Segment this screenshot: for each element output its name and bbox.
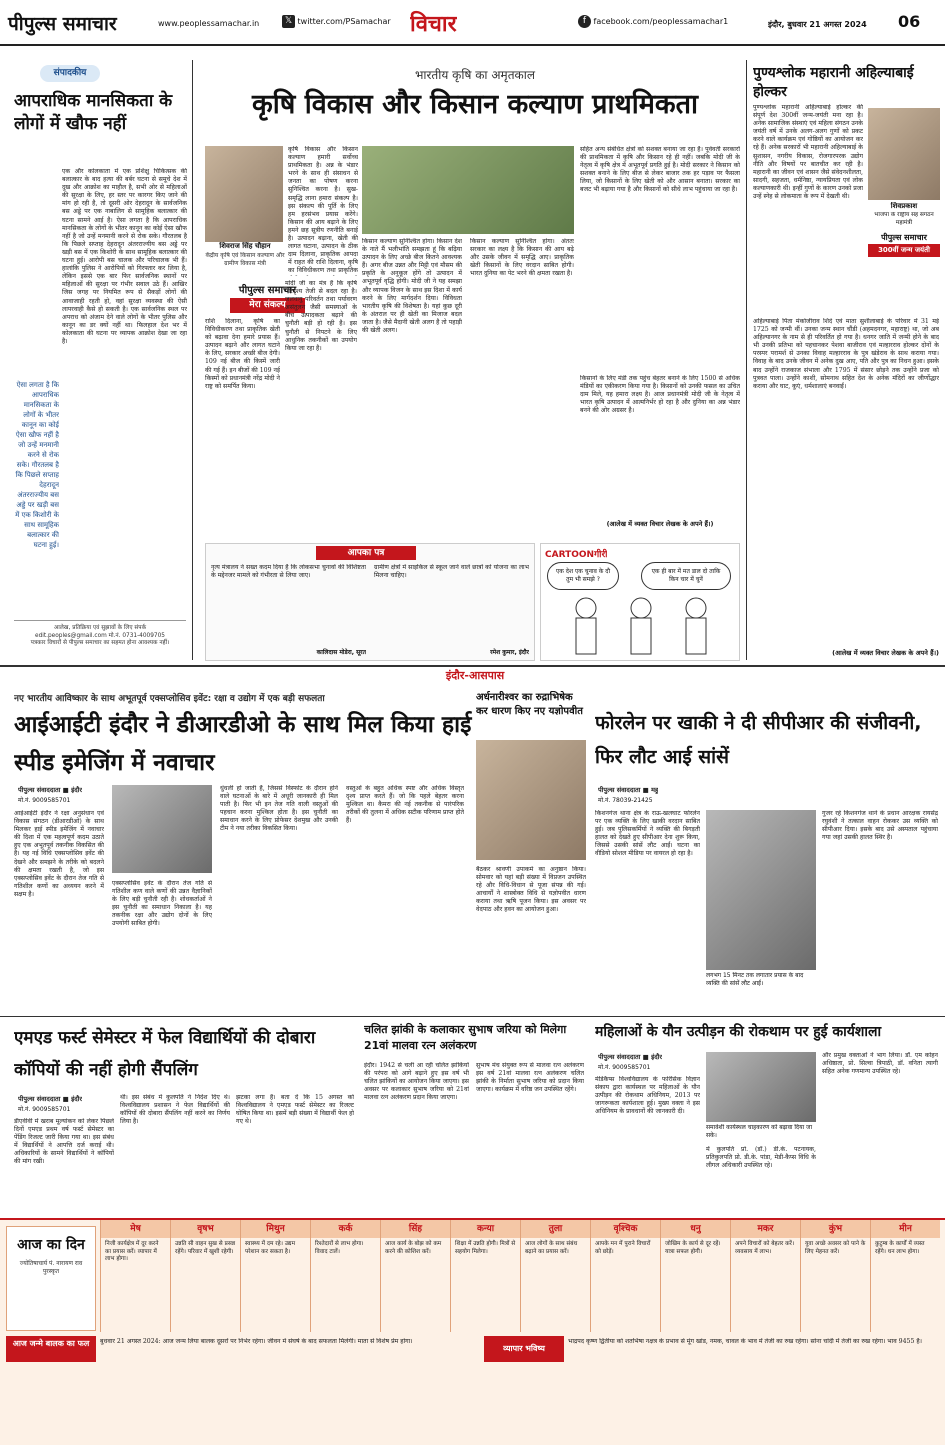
women-photo <box>706 1052 816 1122</box>
ahilya-body2: अहिल्याबाई पिता मंकोजीराव शिंदे एवं माता सुशीलाबाई के परिवार में 31 मई 1725 को जन्मी थीं। उनका जन्म स्थान चौंडी (अहमदनगर, महाराष्ट्र) था, जो अब अहिल्यानगर के नाम से ही परिवर्तित हो गया है। धनगर जाति में जन्मी होने के बाद भी उनकी प्रतिभा को पहचानकर पेशवा बाजीराव एवं मल्हारराव होल्कर दोनों के परस्पर परामर्श से उनका विवाह मल्हारराव के पुत्र खंडेराव के साथ कराया गया। विवाह के बाद उनके जीवन में अनेक दुख आए, पति और पुत्र का निधन हुआ। इसके बाद उन्होंने राजकाज संभाला और 1795 में संसार छोड़ने तक उन्होंने प्रजा को पुत्रवत पाला। उन्होंने काशी, सोमनाथ सहित देश के अनेक मंदिरों का जीर्णोद्धार कराया और घाट, कुएं, धर्मशालाएं बनवाईं। <box>753 318 939 390</box>
zodiac-card <box>660 1220 730 1332</box>
zodiac-name: कर्क <box>311 1220 380 1238</box>
lead-brand: पीपुल्स समाचार <box>238 285 297 296</box>
cartoon-bubble-1: एक देश एक चुनाव के दौ तुम भी समझे ? <box>547 562 619 590</box>
zodiac-card <box>730 1220 800 1332</box>
author-role: केंद्रीय कृषि एवं किसान कल्याण और ग्रामीण विकास मंत्री <box>205 252 285 267</box>
zodiac-card <box>100 1220 170 1332</box>
letter-2: ग्रामीण क्षेत्रों में साइकिल से स्कूल जाने वाले छात्रों को योजना का लाभ मिलना चाहिए। <box>374 564 529 580</box>
forlane-headline: फोरलेन पर खाकी ने दी सीपीआर की संजीवनी, फिर लौट आई सांसें <box>595 712 922 768</box>
zodiac-name: तुला <box>521 1220 590 1238</box>
farm-photo <box>362 146 574 234</box>
author-photo <box>205 146 283 242</box>
women-byline: पीपुल्स संवाददाता ■ इंदौर <box>598 1053 663 1061</box>
lead-col5: मोदी जी का मंत्र है कि कृषि परिदृश्य तेजी से बदल रहा है। जलवायु परिवर्तन तथा पर्यावरण असंतुलन जैसी समस्याओं के बीच उत्पादकता बढ़ाने की चुनौती बड़ी हो रही है। इस चुनौती से निपटने के लिए आधुनिक तकनीकों का उपयोग किया जा रहा है। <box>285 280 357 352</box>
business-title: व्यापार भविष्य <box>484 1336 564 1362</box>
zodiac-name: सिंह <box>381 1220 450 1238</box>
zodiac-card <box>800 1220 870 1332</box>
forlane-body2: गुजर रहे किशनगंज थाने के प्रधान आरक्षक रायसेंद्र रघुवंशी ने तत्काल वाहन रोककर उस व्यक्ति को सीपीआर दिया। इसके बाद उसे अस्पताल पहुंचाया गया जहां उसकी हालत स्थिर है। <box>822 810 938 842</box>
ahilya-tag: 300वीं जन्म जयंती <box>868 244 940 257</box>
zodiac-name: मिथुन <box>241 1220 310 1238</box>
ahilya-author-photo <box>868 108 940 200</box>
letters-box <box>205 543 535 661</box>
letters-title: आपका पत्र <box>316 546 416 560</box>
editorial-body: एक और कोलकाता में एक प्रशिक्षु चिकित्सक की बलात्कार के बाद हत्या की बर्बर घटना से समूचे देश में दुख और आक्रोश का माहौल है, सभी ओर से महिलाओं की सुरक्षा के लिए, हर स्तर पर कारगर किए जाने की मांग हो रही है, तो दूसरी ओर देहरादून के सार्वजनिक बस अड्डे पर एक नाबालिग से सामूहिक बलात्कार की घटना सामने आई है। ऐसा लगता है कि आपराधिक मानसिकता के लोगों के भीतर कानून का कोई ऐसा खौफ नहीं है जो उन्हें मनमानी करने से रोक सके। गौरतलब है कि पिछले सप्ताह देहरादून अंतरराज्यीय बस अड्डे पर खड़ी बस में एक किशोरी के साथ सामूहिक बलात्कार की घटना हुई। आरोपी बस चालक और परिचालक भी हैं। हालांकि पुलिस ने आरोपियों को गिरफ्तार कर लिया है, लेकिन इससे एक बार फिर सार्वजनिक स्थानों पर महिलाओं की सुरक्षा पर गंभीर सवाल उठे हैं। आखिर जिस जगह पर नियमित रूप से सैकड़ों लोगों की आवाजाही रहती हो, वहां सुरक्षा व्यवस्था की ऐसी लापरवाही कैसे हो सकती है। एक सार्वजनिक स्थल पर अपराध को अंजाम देने वाले लोगों के भीतर पुलिस और कानून का डर क्यों नहीं था। फिलहाल देश भर में कोलकाता की घटना पर व्यापक आक्रोश देखा जा रहा है। <box>62 168 187 345</box>
cartoon-panel <box>540 543 740 661</box>
zodiac-card <box>380 1220 450 1332</box>
born-text: बुधवार 21 अगस्त 2024: आज जन्म लिया बालक दूसरों पर निर्भर रहेगा। जीवन में संघर्ष के बाद सफलता मिलेगी। माता से विशेष प्रेम होगा। <box>100 1338 413 1345</box>
cartoon-illustration <box>551 594 731 658</box>
section-label: इंदौर-आसपास <box>445 669 505 682</box>
iit-body3: धुंधली हो जाती हैं, जिससे विस्फोट के दौरान होने वाले घटनाओं के बारे में अधूरी जानकारी ही मिल पाती है। फिर भी इन तेज गति वाली वस्तुओं की पहचान करना मुश्किल होता है। इस चुनौती का समाधान करने के लिए प्रोफेसर देशमुख और उनकी टीम ने नया तरीका विकसित किया। <box>220 785 338 833</box>
zodiac-text: उन्नति सी वाहन सुख से प्रसन्न रहेंगे। परिवार में खुशी रहेगी। <box>175 1241 236 1255</box>
zodiac-text: जोखिम के कार्य से दूर रहें। यात्रा सफल होगी। <box>665 1241 721 1255</box>
med-body3: झटका लगा है। बता दें कि 15 अगस्त को विश्वविद्यालय ने एमएड फर्स्ट सेमेस्टर का रिजल्ट घोषित किया था। इसमें बड़ी संख्या में विद्यार्थी फेल हो गए थे। <box>236 1094 354 1126</box>
ahilya-headline: पुण्यश्लोक महारानी अहिल्याबाई होल्कर <box>753 65 914 100</box>
page-number: 06 <box>898 12 921 31</box>
editorial-pullquote: ऐसा लगता है कि आपराधिक मानसिकता के लोगों के भीतर कानून का कोई ऐसा खौफ नहीं है जो उन्हें मनमानी करने से रोक सके। गौरतलब है कि पिछले सप्ताह देहरादून अंतरराज्यीय बस अड्डे पर खड़ी बस में एक किशोरी के साथ सामूहिक बलात्कार की घटना हुई। <box>15 381 59 549</box>
zodiac-text: स्वास्थ्य में दम रहे। उद्यम परेशान कर सकता है। <box>245 1241 296 1255</box>
iit-headline: आईआईटी इंदौर ने डीआरडीओ के साथ मिल किया हाई स्पीड इमेजिंग में नवाचार <box>14 712 472 776</box>
med-body2: थी। इस संबंध में कुलपति ने निर्देश दिए थे। विश्वविद्यालय प्रशासन ने फेल विद्यार्थियों की कॉपियों की दोबारा सैंपलिंग नहीं करने का निर्णय लिया है। <box>120 1094 230 1126</box>
women-headline: महिलाओं के यौन उत्पीड़न की रोकथाम पर हुई कार्यशाला <box>595 1024 882 1040</box>
lead-col2: किसान कल्याण सुनिश्चित होगा। किसान देश के नाते मैं भलीभांति समझता हूं कि बढ़िया उत्पादन के लिए अच्छे बीज कितने आवश्यक हैं। अगर बीज उन्नत और मिट्टी एवं मौसम की प्रकृति के अनुकूल होंगे तो उत्पादन में अभूतपूर्व वृद्धि होगी। मोदी जी ने यह समझा और व्यापक विजन के साथ इस दिशा में कार्य करने के लिए मार्गदर्शन दिया। विविधता भारतीय कृषि की विशेषता है। यहां कुछ दूरी के अंतराल पर ही खेती का मिजाज बदल जाता है। जैसे मैदानी खेती अलग है तो पहाड़ी की खेती अलग। <box>362 238 462 335</box>
cartoon-bubble-2: एक ही बार में मत डाल दो ताकि किन चार में चुनें <box>641 562 731 590</box>
editorial-label: संपादकीय <box>40 65 100 82</box>
facebook-link[interactable]: f facebook.com/peoplessamachar1 <box>578 15 728 28</box>
ahilya-note: (आलेख में व्यक्त विचार लेखक के अपने हैं।) <box>832 649 939 657</box>
jhanki-body: इंदौर। 1942 से चली आ रही चलित झांकियों की परंपरा को आगे बढ़ाने हुए इस वर्ष भी चलित झांकियों का आयोजन किया जाएगा। इस अवसर पर कलाकार सुभाष जरिया को 21वां मालवा रत्न अलंकरण प्रदान किया जाएगा। <box>364 1062 469 1102</box>
lead-col4: राशि दिलाना, कृषि का विविधीकरण तथा प्राकृतिक खेती को बढ़ावा देना हमारे प्रयास हैं। उत्पादन बढ़ाने और लागत घटाने के लिए, सरकार अच्छी बीज देगी। 109 नई बीज की किस्में जारी की गई हैं। इन बीजों की 109 नई किस्मों को प्रधानमंत्री नरेंद्र मोदी ने राष्ट्र को समर्पित किया। <box>205 318 280 390</box>
forlane-caption: लगभग 15 मिनट तक लगातार प्रयास के बाद व्यक्ति की सांसें लौट आईं। <box>706 972 804 987</box>
lead-headline: कृषि विकास और किसान कल्याण प्राथमिकता <box>251 89 699 120</box>
twitter-link[interactable]: 𝕏 twitter.com/PSamachar <box>282 15 391 28</box>
iit-body2: एक्सप्लोसिव इवेंट के दौरान तेज गति से गतिशील कण वाले कणों की उन्नत वैज्ञानिकों के लिए बड़ी चुनौती रही है। शोधकर्ताओं ने इस चुनौती का समाधान निकाला है। यह तकनीक रक्षा और उद्योग दोनों के लिए उपयोगी साबित होगी। <box>112 880 212 928</box>
lead-col6: किसान कल्याण सुनिश्चित होगा। अंततः सरकार का लक्ष्य है कि किसान की आय बढ़े और उसके जीवन में समृद्धि आए। प्राकृतिक खेती किसानों के लिए वरदान साबित होगी। भारत दुनिया का पेट भरने की क्षमता रखता है। <box>470 238 574 278</box>
footer-contact-email[interactable]: edit.peoples@gmail.com मो.नं. 0731-4009705 <box>35 632 165 639</box>
zodiac-text: कुटुम्ब के कार्यों में व्यस्त रहेंगे। धन लाभ होगा। <box>875 1241 925 1255</box>
horoscope-title-box <box>6 1226 96 1331</box>
zodiac-card <box>240 1220 310 1332</box>
iit-photo <box>112 785 212 873</box>
editorial-headline: आपराधिक मानसिकता के लोगों में खौफ नहीं <box>14 91 173 134</box>
jhanki-body2: सुभाष मंच संयुक्त रूप से मालवा रत्न अलंकरण इस वर्ष 21वां मालवा रत्न अलंकरण चलित झांकी के निर्माता सुभाष जरिया को प्रदान किया जाएगा। कार्यक्रम में वरिष्ठ जन उपस्थित रहेंगे। <box>476 1062 584 1094</box>
letter-1-sign: कालिदास मोडेरा, सूरत <box>316 649 366 656</box>
footer-disclaimer: पत्रकार विचारों से पीपुल्स समाचार का सहमत होना आवश्यक नहीं। <box>30 640 170 646</box>
rudra-headline: अर्धनारीश्वर का रुद्राभिषेक कर धारण किए नए यज्ञोपवीत <box>476 692 583 717</box>
dateline: इंदौर, बुधवार 21 अगस्त 2024 <box>768 20 867 29</box>
zodiac-card <box>870 1220 940 1332</box>
zodiac-name: धनु <box>661 1220 730 1238</box>
zodiac-text: निजी कार्यक्षेत्र में दूर करने का प्रयास करें। व्यापार में लाभ होगा। <box>105 1241 159 1263</box>
lead-kicker: भारतीय कृषि का अमृतकाल <box>414 68 536 82</box>
ahilya-author-role: भाजपा के राष्ट्रीय सह संगठन महामंत्री <box>874 212 934 226</box>
iit-body: आईआईटी इंदौर ने रक्षा अनुसंधान एवं विकास संगठन (डीआरडीओ) के साथ मिलकर हाई स्पीड इमेजिंग में नवाचार की दिशा में एक महत्वपूर्ण कदम उठाते हुए एक अभूतपूर्व तकनीक विकसित की है। यह नई विधि एक्सप्लोसिव इवेंट की देखने और समझने के तरीके को बदलने की क्षमता रखती है, जो इस एक्सप्लोसिव इवेंट के दौरान तेज गति से गतिशील कणों का अध्ययन करने में सक्षम है। <box>14 810 104 898</box>
editorial-footer <box>14 620 186 658</box>
letter-1: नृत्य मंत्रालय ने सख्त कदम दिया है कि लोकसभा चुनावों की विशिष्टता के मद्देनजर मामले को गंभीरता से लिया जाए। <box>211 564 366 580</box>
lead-note: (आलेख में व्यक्त विचार लेखक के अपने हैं।) <box>606 520 714 528</box>
forlane-byline: पीपुल्स संवाददाता ■ महू <box>598 786 659 794</box>
footer-contact-label: आलेख, प्रतिक्रिया एवं सुझावों के लिए संपर्क <box>53 625 147 631</box>
masthead <box>0 0 945 46</box>
med-mobile: मो.नं. 9009585701 <box>18 1106 71 1113</box>
women-caption: समावेशी कार्यस्थल चाहकारण को बढ़ावा दिया जा सके। <box>706 1124 813 1139</box>
med-body: डीएवीवी में खराब मूल्यांकन को लेकर पिछले दिनों एमएड प्रथम वर्ष फर्स्ट सेमेस्टर का पेंडिंग रिजल्ट जारी किया गया था। इस संबंध में विद्यार्थियों ने आपत्ति दर्ज कराई थी। अधिकारियों के सामने विद्यार्थियों ने कॉपियों की मांग रखी। <box>14 1118 114 1166</box>
zodiac-name: वृषभ <box>171 1220 240 1238</box>
author-name: शिवराज सिंह चौहान <box>219 242 271 250</box>
iit-body4: वस्तुओं के बहुत अधिक स्पष्ट और अधिक विस्तृत दृश्य प्राप्त करते हैं। जो कि पहले बेहतर करना मुश्किल था। कैमरा की नई तकनीक से पारंपरिक तरीकों की तुलना में अधिक सटीक परिणाम प्राप्त होते हैं। <box>346 785 464 825</box>
horoscope-astrologer: ज्योतिषाचार्य पं. नारायण राव पुरस्कृत <box>19 1260 83 1275</box>
ahilya-author: शिवप्रकाश <box>890 202 918 210</box>
iit-byline: पीपुल्स संवाददाता ■ इंदौर <box>18 786 83 794</box>
row-rule <box>0 1016 945 1017</box>
column-divider <box>192 60 193 660</box>
women-body2: में कुलपति प्रो. (डॉ.) डी.के. पटनायक, प्रतिकुलपति प्रो. डी.के. पांडा, मेडी-कैप्स विधि के लीगल अधिकारी उपस्थित रहे। <box>706 1146 816 1170</box>
letter-2-sign: रमेश कुमार, इंदौर <box>490 649 529 656</box>
forlane-photo <box>706 810 816 970</box>
rudra-photo <box>476 740 586 860</box>
zodiac-text: युवा अच्छे अवसर को पाने के लिए मेहनत करें। <box>805 1241 866 1255</box>
zodiac-card <box>450 1220 520 1332</box>
section-rule <box>0 665 945 667</box>
lead-col1: कृषि विकास और किसान कल्याण हमारी सर्वोच्च प्राथमिकता है। अन्न के भंडार भरने के साथ ही संसाधन से जनता का पोषण करना सुनिश्चित करना है। सुख-समृद्धि लाना हमारा संकल्प है। इस संकल्प की पूर्ति के लिए हम हरसंभव प्रयास करेंगे। किसान की आय बढ़ाने के लिए हमने छह सूत्रीय रणनीति बनाई है। उत्पादन बढ़ाना, खेती की लागत घटाना, उत्पादन के ठीक दाम दिलाना, प्राकृतिक आपदा में राहत की राशि दिलाना, कृषि का विविधीकरण तथा प्राकृतिक <box>288 146 358 275</box>
women-body: मेडिकैप्स विश्वविद्यालय के फोरेंसिक विज्ञान संकाय द्वारा कार्यस्थल पर महिलाओं के यौन उत्पीड़न की रोकथाम अधिनियम, 2013 पर जागरूकता कार्यशाला हुई। मुख्य वक्ता ने इस अधिनियम के प्रावधानों की जानकारी दी। <box>595 1076 700 1116</box>
med-byline: पीपुल्स संवाददाता ■ इंदौर <box>18 1095 83 1103</box>
zodiac-name: मीन <box>871 1220 940 1238</box>
horoscope-title: आज का दिन <box>17 1237 85 1253</box>
zodiac-name: वृश्चिक <box>591 1220 660 1238</box>
x-icon: 𝕏 <box>282 15 295 28</box>
zodiac-card <box>590 1220 660 1332</box>
women-body3: और प्रमुख वक्ताओं ने भाग लिया। डॉ. एम कोहन अधिष्ठाता, प्रो. सिल्वा त्रिपाठी, डॉ. वनिता त्यागी सहित अनेक गणमान्य उपस्थित रहे। <box>822 1052 938 1076</box>
forlane-mobile: मो.नं. 78039-21425 <box>598 797 653 804</box>
med-headline: एमएड फर्स्ट सेमेस्टर में फेल विद्यार्थियों की दोबारा कॉपियों की नहीं होगी सैंपलिंग <box>14 1028 316 1080</box>
zodiac-text: आज कार्य के बोझ को कम करने की कोशिश करें। <box>385 1241 442 1255</box>
women-mobile: मो.नं. 9009585701 <box>598 1064 651 1071</box>
iit-kicker: नए भारतीय आविष्कार के साथ अभूतपूर्व एक्सप्लोसिव इवेंट: रक्षा व उद्योग में एक बड़ी सफलता <box>14 694 325 704</box>
zodiac-text: आपके मन में पुराने विचारों को छोड़ें। <box>595 1241 651 1255</box>
cartoon-title: CARTOONगीरी <box>545 550 608 560</box>
lead-col7: किसानों के लिए मंडी तक पहुंच बेहतर बनाने के लिए 1500 से अधिक मंडियों का एकीकरण किया गया है। किसानों को उनकी फसल का उचित दाम मिले, यह हमारा लक्ष्य है। आज प्रधानमंत्री मोदी जी के नेतृत्व में भारत कृषि उत्पादन में आत्मनिर्भर हो रहा है और दुनिया का अन्न भंडार बनने की ओर अग्रसर है। <box>580 375 740 415</box>
born-title: आज जन्मे बालक का फल <box>6 1336 96 1362</box>
rudra-body: बैठकर श्रावणी उपाकर्म का अनुष्ठान किया। सोमवार को यहां बड़ी संख्या में विप्रजन उपस्थित रहे और विधि-विधान से पूजा संपन्न की गई। आचार्यों ने शास्त्रोक्त विधि से यज्ञोपवीत धारण कराया तथा ऋषि पूजन किया। इस अवसर पर वेदपाठ और हवन का आयोजन हुआ। <box>476 866 586 914</box>
zodiac-card <box>170 1220 240 1332</box>
zodiac-card <box>520 1220 590 1332</box>
horoscope-section <box>0 1218 945 1445</box>
jhanki-headline: चलित झांकी के कलाकार सुभाष जरिया को मिलेगा 21वां मालवा रत्न अलंकरण <box>364 1023 567 1052</box>
lead-tag: मेरा संकल्प <box>230 298 305 313</box>
iit-mobile: मो.नं. 9009585701 <box>18 797 71 804</box>
zodiac-text: शिक्षा में उन्नति होगी। मित्रों से सहयोग मिलेगा। <box>455 1241 516 1255</box>
column-divider-right <box>746 60 747 660</box>
zodiac-text: रिश्तेदारों से लाभ होगा। विवाद टालें। <box>315 1241 364 1255</box>
zodiac-card <box>310 1220 380 1332</box>
zodiac-name: कुंभ <box>801 1220 870 1238</box>
zodiac-name: कन्या <box>451 1220 520 1238</box>
lead-col3: सहित अन्य संबंधित क्षेत्रों को सशक्त बनाया जा रहा है। पूर्ववर्ती सरकारों की प्राथमिकता में कृषि और किसान रहे ही नहीं। जबकि मोदी जी के नेतृत्व में कृषि क्षेत्र में अभूतपूर्व प्रगति हुई है। मोदी सरकार ने किसान को सशक्त बनाने के लिए बीज से लेकर बाजार तक हर पड़ाव पर फैसला लिया, जो किसानों के लिए खेती को और आसान बनाता। सरकार का बजट भी बढ़ाया गया है और किसानों को सीधे लाभ पहुंचाया जा रहा है। <box>580 146 740 194</box>
ahilya-body: पुण्यश्लोक महारानी अहिल्याबाई होल्कर की संपूर्ण देश 300वीं जन्म-जयंती मना रहा है। अनेक सामाजिक संस्थाएं एवं महिला संगठन उनके जयंती वर्ष में उनके अलग-अलग गुणों को प्रकट करने वाले कार्यक्रम एवं गोष्ठियों का आयोजन कर रहे हैं। अनेक सरकारों भी महारानी अहिल्याबाई के सुशासन, नगरीय विकास, रोजगारपरक उद्योग नीति और विषयों पर बातचीत कर रही है। महारानी का जीवन एवं शासन जैसे संवेदनशीलता, सादगी, सहजता, धर्मनिष्ठा, न्यायप्रियता एवं लोक कल्याणकारी थी। इन्हीं गुणों के कारण उनको प्रजा उन्हें स्नेह से लोकमाता के रूप में देखती थी। <box>753 104 863 201</box>
zodiac-name: मेष <box>101 1220 170 1238</box>
forlane-body: किशनगंज थाना क्षेत्र के राऊ-खलघाट फोरलेन पर एक व्यक्ति के लिए खाकी वरदान साबित हुई। जब पुलिसकर्मियों ने व्यक्ति की बिगड़ती हालत को देखते हुए सीपीआर देना शुरू किया, जिससे उसकी सांसें लौट आईं। घटना का वीडियो सोशल मीडिया पर वायरल हो रहा है। <box>595 810 700 858</box>
brand-logo[interactable]: पीपुल्स समाचार <box>8 13 117 35</box>
zodiac-text: आज लोगों के साथ संबंध बढ़ाने का प्रयास करें। <box>525 1241 578 1255</box>
zodiac-text: अपने विचारों को बेहतर करें। व्यवसाय में लाभ। <box>735 1241 795 1255</box>
facebook-icon: f <box>578 15 591 28</box>
zodiac-name: मकर <box>731 1220 800 1238</box>
business-text: भाद्रपद कृष्ण द्वितीया को शतभिषा नक्षत्र के प्रभाव से मूंग खांड, नमक, चावल के भाव में तेजी का रुख रहेगा। सोना चांदी में तेजी का रुख रहेगा। भाव 9455 है। <box>568 1338 922 1345</box>
zodiac-grid <box>100 1220 940 1332</box>
ahilya-brand: पीपुल्स समाचार <box>881 233 927 242</box>
website-link[interactable]: www.peoplessamachar.in <box>158 19 260 28</box>
section-title: विचार <box>410 12 457 37</box>
